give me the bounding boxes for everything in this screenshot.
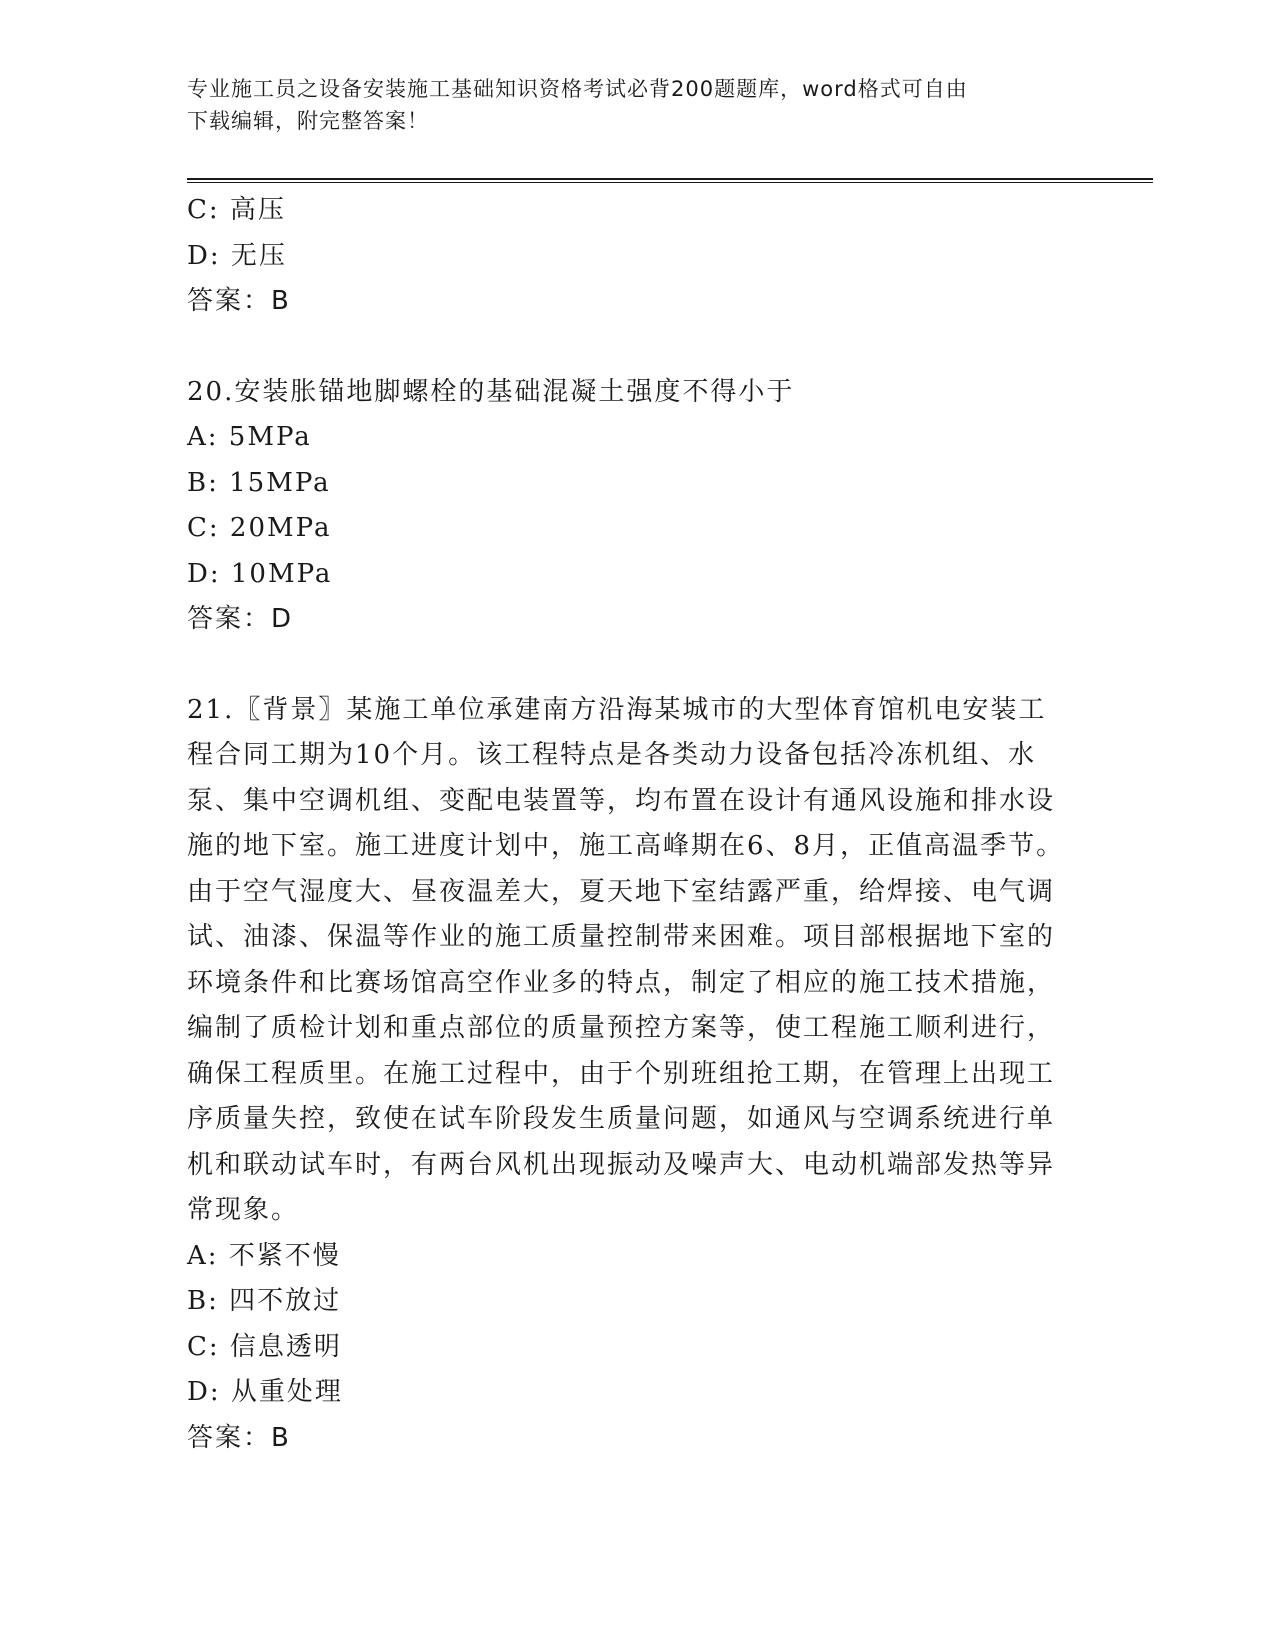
page-header [187,73,1067,137]
question-21-option-b: B: 四不放过 [187,1286,342,1316]
prev-option-c: C: 高压 [187,195,286,225]
question-20-block [187,370,1067,643]
question-20-option-d: D: 10MPa [187,558,333,589]
question-21-stem: 21.〖背景〗某施工单位承建南方沿海某城市的大型体育馆机电安装工程合同工期为10个月。该工程特点是各类动力设备包括冷冻机组、水泵、集中空调机组、变配电装置等，均布置在设计有通风设施和排水设施的地下室。施工进度计划中，施工高峰期在6、8月，正值高温季节。由于空气湿度大、昼夜温差大，夏天地下室结露严重，给焊接、电气调试、油漆、保温等作业的施工质量控制带来困难。项目部根据地下室的环境条件和比赛场馆高空作业多的特点，制定了相应的施工技术措施，编制了质检计划和重点部位的质量预控方案等，使工程施工顺利进行，确保工程质里。在施工过程中，由于个别班组抢工期，在管理上出现工序质量失控，致使在试车阶段发生质量问题，如通风与空调系统进行单机和联动试车时，有两台风机出现振动及噪声大、电动机端部发热等异常现象。 [187,694,1065,1225]
prev-answer: 答案：B [187,286,291,316]
question-21-option-c: C: 信息透明 [187,1331,342,1362]
question-21-option-d: D: 从重处理 [187,1377,343,1407]
header-title-line-1: 专业施工员之设备安装施工基础知识资格考试必背200题题库，word格式可自由 [187,77,968,101]
spacer [187,325,1067,370]
question-21-answer: 答案：B [187,1422,291,1453]
header-divider-thin [187,182,1153,183]
question-20-option-c: C: 20MPa [187,513,332,543]
spacer [187,643,1067,688]
question-20-option-b: B: 15MPa [187,467,331,498]
prev-question-block [187,188,1067,325]
question-21-block [187,688,1067,1462]
question-content [187,188,1067,1461]
header-divider-thick [187,178,1153,180]
prev-option-d: D: 无压 [187,240,287,271]
question-20-option-a: A: 5MPa [187,422,312,452]
question-21-option-a: A: 不紧不慢 [187,1240,341,1271]
header-title-line-2: 下载编辑，附完整答案！ [187,109,429,133]
question-20-answer: 答案：D [187,604,294,634]
question-20-stem: 20.安装胀锚地脚螺栓的基础混凝土强度不得小于 [187,376,795,407]
